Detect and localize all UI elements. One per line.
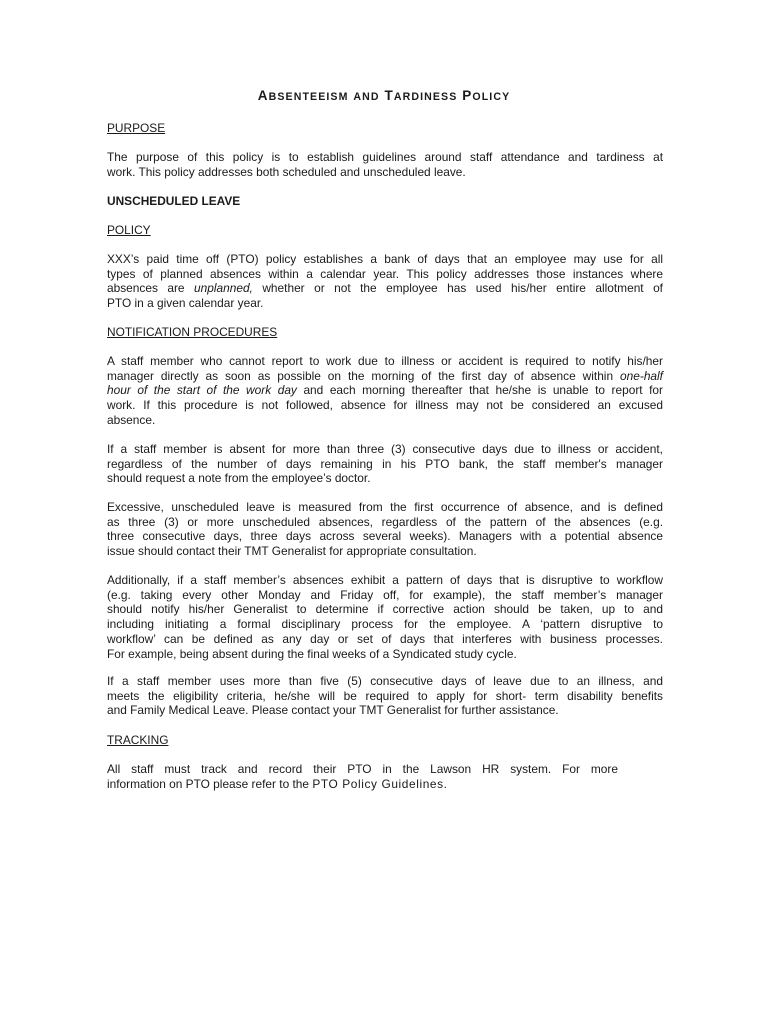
tracking-paragraph: All staff must track and record their PTO in the Lawson HR system. For more information on PTO please refer to the PTO Policy Guidelines. [107, 762, 618, 791]
notification-paragraph-4: Additionally, if a staff member’s absences exhibit a pattern of days that is disruptive to workflow (e.g. taking every other Monday and Friday off, for example), the staff member’s manager should notify his/her Generalist to determine if corrective action should be taken, up to and including initiating a formal disciplinary process for the employee. A ‘pattern disruptive to workflow’ can be defined as any day or set of days that interferes with business processes. For example, being absent during the final weeks of a Syndicated study cycle. [107, 573, 663, 661]
title-word-policy: POLICY [462, 88, 511, 103]
unscheduled-leave-heading: UNSCHEDULED LEAVE [107, 194, 241, 208]
notification-paragraph-5: If a staff member uses more than five (5) consecutive days of leave due to an illness, and meets the eligibility criteria, he/she will be required to apply for short- term disability benefits and Family Medical Leave. Please contact your TMT Generalist for further assistance. [107, 674, 663, 718]
notification-procedures-heading: NOTIFICATION PROCEDURES [107, 325, 278, 339]
purpose-paragraph: The purpose of this policy is to establish guidelines around staff attendance and tardiness at work. This policy addresses both scheduled and unscheduled leave. [107, 150, 663, 179]
document-title [0, 88, 768, 103]
title-word-and: AND [353, 91, 380, 103]
pto-policy-guidelines-reference: PTO Policy Guidelines. [312, 776, 448, 791]
policy-paragraph: XXX’s paid time off (PTO) policy establishes a bank of days that an employee may use for all types of planned absences within a calendar year. This policy addresses those instances where absences are unplanned, whether or not the employee has used his/her entire allotment of PTO in a given calendar year. [107, 252, 663, 311]
notification-paragraph-2: If a staff member is absent for more than three (3) consecutive days due to illness or accident, regardless of the number of days remaining in his PTO bank, the staff member's manager should request a note from the employee’s doctor. [107, 442, 663, 486]
notification-paragraph-1: A staff member who cannot report to work due to illness or accident is required to notify his/her manager directly as soon as possible on the morning of the first day of absence within one-half hour of the start of the work day and each morning thereafter that he/she is unable to report for work. If this procedure is not followed, absence for illness may not be considered an excused absence. [107, 354, 664, 427]
purpose-heading: PURPOSE [107, 121, 166, 135]
title-word-tardiness: TARDINESS [384, 88, 458, 103]
policy-heading: POLICY [107, 223, 151, 237]
title-word-absenteeism: ABSENTEEISM [257, 88, 349, 103]
notification-paragraph-3: Excessive, unscheduled leave is measured from the first occurrence of absence, and is defined as three (3) or more unscheduled absences, regardless of the pattern of the absences (e.g. three consecutive days, three days across several weeks). Managers with a potential absence issue should contact their TMT Generalist for appropriate consultation. [107, 500, 663, 559]
tracking-heading: TRACKING [107, 733, 169, 747]
